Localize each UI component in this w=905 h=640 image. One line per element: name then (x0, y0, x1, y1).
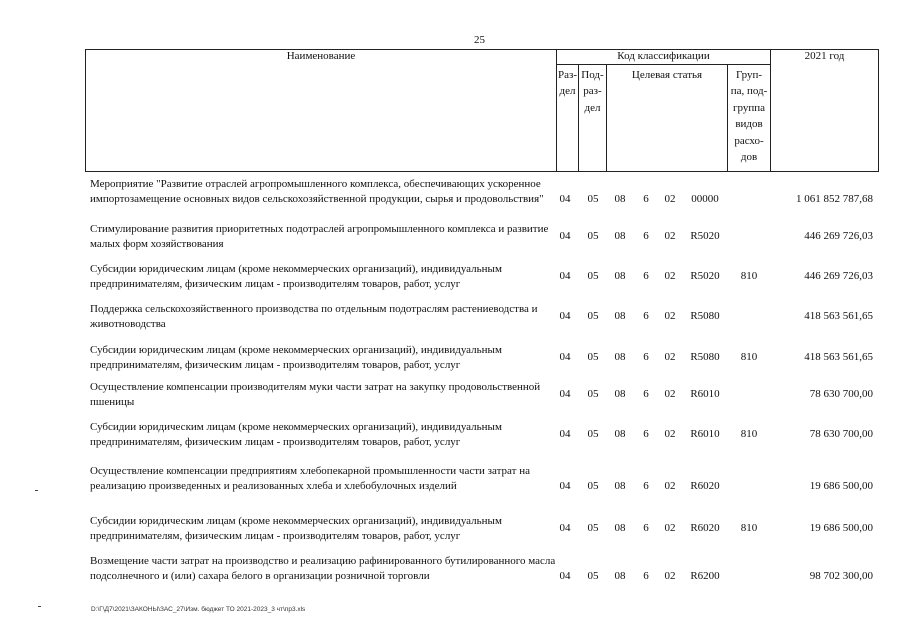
page-number: 25 (474, 34, 485, 46)
row-c2: 6 (643, 230, 649, 242)
row-c1: 08 (614, 193, 626, 205)
row-razdel: 04 (559, 522, 571, 534)
row-group: 810 (740, 428, 758, 440)
header-target: Целевая статья (607, 65, 728, 172)
row-c4: R6010 (690, 428, 720, 440)
scan-mark (38, 606, 41, 607)
row-name: Стимулирование развития приоритетных подотраслей агропромышленного комплекса и развитие малых форм хозяйствования (90, 223, 549, 250)
header-name: Наименование (86, 50, 557, 172)
row-razdel: 04 (559, 480, 571, 492)
row-c2: 6 (643, 388, 649, 400)
row-amount: 446 269 726,03 (804, 270, 873, 282)
row-c3: 02 (664, 351, 676, 363)
header-podrazdel: Под- раз- дел (579, 65, 607, 172)
row-c1: 08 (614, 428, 626, 440)
row-c3: 02 (664, 428, 676, 440)
row-c2: 6 (643, 351, 649, 363)
row-name: Субсидии юридическим лицам (кроме некоммерческих организаций), индивидуальным предпринимателям, физическим лицам - производителям товаров, работ, услуг (90, 344, 502, 371)
row-c4: R6010 (690, 388, 720, 400)
row-c3: 02 (664, 480, 676, 492)
row-razdel: 04 (559, 428, 571, 440)
file-path-footer: D:\Г\Д7\2021\ЗАКОНЫ\ЗАС_27\Изм. бюджет ТО 2021-2023_3 чт\пр3.xls (91, 606, 306, 613)
header-code: Код классификации (557, 50, 771, 65)
row-podrazdel: 05 (587, 480, 599, 492)
header-year: 2021 год (771, 50, 879, 172)
row-c4: R6020 (690, 480, 720, 492)
row-c4: 00000 (691, 193, 719, 205)
row-group: 810 (740, 270, 758, 282)
row-podrazdel: 05 (587, 388, 599, 400)
row-c4: R6200 (690, 570, 720, 582)
row-podrazdel: 05 (587, 428, 599, 440)
row-c3: 02 (664, 193, 676, 205)
row-podrazdel: 05 (587, 570, 599, 582)
row-razdel: 04 (559, 310, 571, 322)
row-c2: 6 (643, 193, 649, 205)
row-amount: 1 061 852 787,68 (796, 193, 873, 205)
row-razdel: 04 (559, 388, 571, 400)
row-name: Субсидии юридическим лицам (кроме некоммерческих организаций), индивидуальным предпринимателям, физическим лицам - производителям товаров, работ, услуг (90, 515, 502, 542)
row-c1: 08 (614, 310, 626, 322)
row-name: Осуществление компенсации предприятиям хлебопекарной промышленности части затрат на реализацию произведенных и реализованных хлеба и хлебобулочных изделий (90, 465, 530, 492)
row-podrazdel: 05 (587, 193, 599, 205)
row-c3: 02 (664, 230, 676, 242)
row-name: Осуществление компенсации производителям муки части затрат на закупку продовольственной пшеницы (90, 381, 541, 408)
row-amount: 19 686 500,00 (809, 522, 873, 534)
row-c4: R5020 (690, 230, 720, 242)
row-name: Мероприятие "Развитие отраслей агропромышленного комплекса, обеспечивающих ускоренное импортозамещение основных видов сельскохозяйственной продукции, сырья и продовольствия" (90, 178, 544, 205)
row-group: 810 (740, 522, 758, 534)
row-c1: 08 (614, 270, 626, 282)
row-c1: 08 (614, 522, 626, 534)
row-c4: R6020 (690, 522, 720, 534)
row-amount: 446 269 726,03 (804, 230, 873, 242)
row-podrazdel: 05 (587, 351, 599, 363)
row-razdel: 04 (559, 570, 571, 582)
row-c1: 08 (614, 230, 626, 242)
row-amount: 418 563 561,65 (804, 310, 873, 322)
row-c2: 6 (643, 570, 649, 582)
row-c4: R5020 (690, 270, 720, 282)
row-razdel: 04 (559, 351, 571, 363)
row-podrazdel: 05 (587, 522, 599, 534)
row-c2: 6 (643, 270, 649, 282)
row-c3: 02 (664, 270, 676, 282)
row-podrazdel: 05 (587, 310, 599, 322)
row-c4: R5080 (690, 351, 720, 363)
row-amount: 418 563 561,65 (804, 351, 873, 363)
row-c2: 6 (643, 310, 649, 322)
row-group: 810 (740, 351, 758, 363)
row-name: Субсидии юридическим лицам (кроме некоммерческих организаций), индивидуальным предпринимателям, физическим лицам - производителям товаров, работ, услуг (90, 421, 502, 448)
row-amount: 78 630 700,00 (809, 428, 873, 440)
table-header (85, 49, 879, 172)
row-razdel: 04 (559, 230, 571, 242)
scan-mark (35, 490, 38, 491)
row-amount: 78 630 700,00 (809, 388, 873, 400)
row-name: Возмещение части затрат на производство и реализацию рафинированного бутилированного масла подсолнечного и (или) сахара белого в организации розничной торговли (90, 555, 556, 582)
row-podrazdel: 05 (587, 230, 599, 242)
header-group: Груп- па, под- группа видов расхо- дов (728, 65, 771, 172)
row-name: Субсидии юридическим лицам (кроме некоммерческих организаций), индивидуальным предпринимателям, физическим лицам - производителям товаров, работ, услуг (90, 263, 502, 290)
row-c3: 02 (664, 310, 676, 322)
row-razdel: 04 (559, 193, 571, 205)
row-c3: 02 (664, 570, 676, 582)
row-amount: 98 702 300,00 (809, 570, 873, 582)
row-c2: 6 (643, 522, 649, 534)
row-c3: 02 (664, 388, 676, 400)
row-c1: 08 (614, 480, 626, 492)
row-c2: 6 (643, 480, 649, 492)
row-amount: 19 686 500,00 (809, 480, 873, 492)
row-c2: 6 (643, 428, 649, 440)
row-c1: 08 (614, 388, 626, 400)
row-c4: R5080 (690, 310, 720, 322)
row-razdel: 04 (559, 270, 571, 282)
row-c3: 02 (664, 522, 676, 534)
row-c1: 08 (614, 570, 626, 582)
row-c1: 08 (614, 351, 626, 363)
header-razdel: Раз- дел (557, 65, 579, 172)
row-name: Поддержка сельскохозяйственного производства по отдельным подотраслям растениеводства и животноводства (90, 303, 538, 330)
row-podrazdel: 05 (587, 270, 599, 282)
